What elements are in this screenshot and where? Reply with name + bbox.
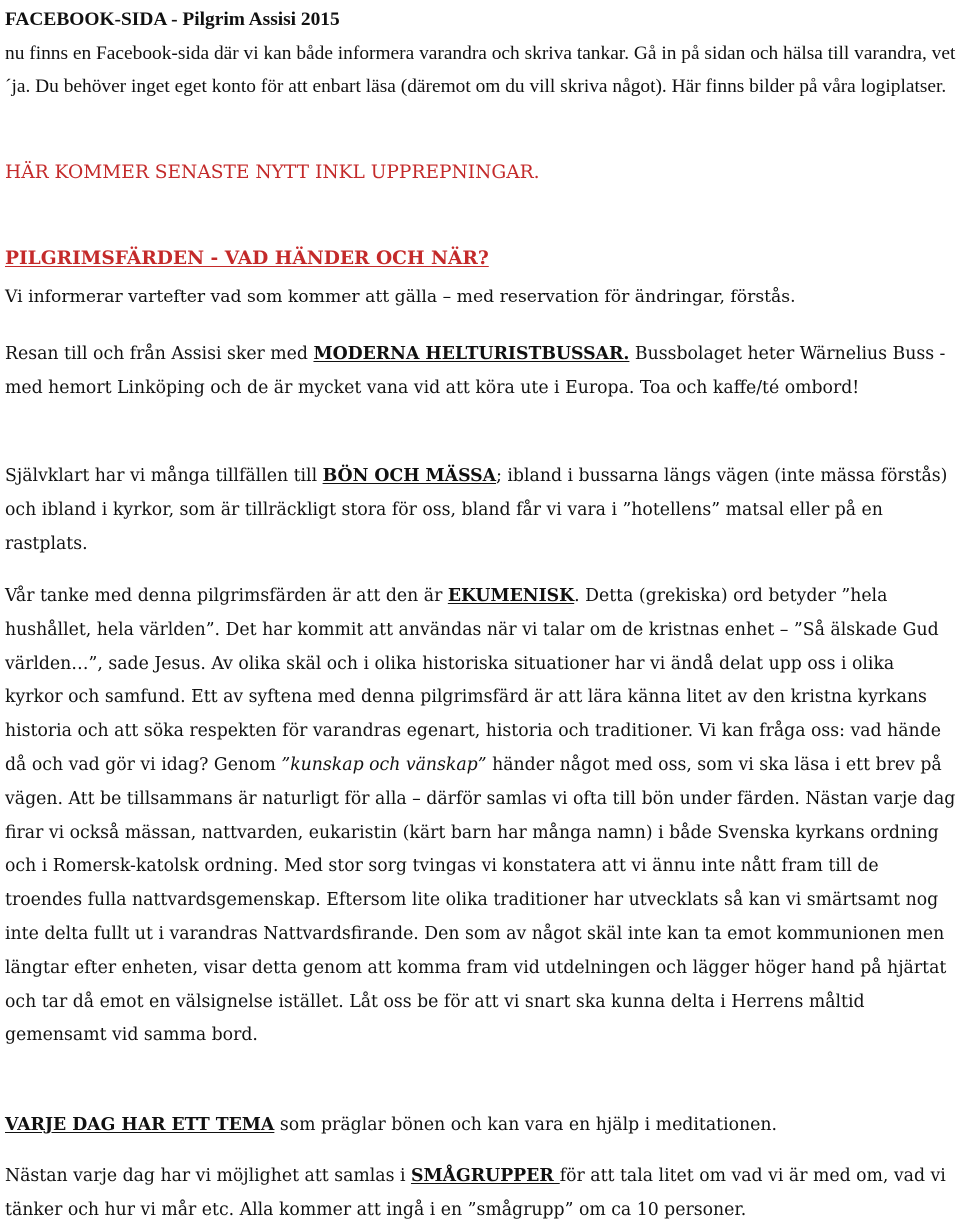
facebook-heading: FACEBOOK-SIDA - Pilgrim Assisi 2015	[5, 9, 340, 30]
facebook-text: nu finns en Facebook-sida där vi kan både informera varandra och skriva tankar. Gå in på sidan och hälsa till varandra, vet´ja. Du behöver inget eget konto för att enbart läsa (däremot om du vill skriva något). Här finns bilder på våra logiplatser.	[5, 42, 956, 98]
section-intro: Vi informerar vartefter vad som kommer att gälla – med reservation för ändringar, förstås.	[5, 287, 796, 307]
small-groups-text-start: Nästan varje dag har vi möjlighet att samlas i	[5, 1166, 411, 1186]
facebook-paragraph	[5, 3, 957, 104]
bus-highlight: MODERNA HELTURISTBUSSAR.	[313, 344, 630, 364]
prayer-paragraph	[5, 460, 957, 561]
ecumenical-paragraph	[5, 580, 957, 1053]
section-title: PILGRIMSFÄRDEN - VAD HÄNDER OCH NÄR?	[5, 248, 489, 269]
prayer-highlight: BÖN OCH MÄSSA	[322, 466, 497, 486]
theme-paragraph	[5, 1109, 957, 1143]
small-groups-text-end: för att tala litet om vad vi är med om, vad vi tänker och hur vi mår etc. Alla kommer att ingå i en ”smågrupp” om ca 10 personer.	[5, 1166, 946, 1220]
prayer-text-end: ; ibland i bussarna längs vägen (inte mässa förstås) och ibland i kyrkor, som är tillräckligt stora för oss, bland får vi vara i ”hotellens” matsal eller på en rastplats.	[5, 466, 948, 554]
theme-highlight: VARJE DAG HAR ETT TEMA	[5, 1115, 275, 1135]
ecumenical-text-middle: . Detta (grekiska) ord betyder ”hela hushållet, hela världen”. Det har kommit att användas när vi talar om de kristnas enhet – ”Så älskade Gud världen…”, sade Jesus. Av olika skäl och i olika historiska situationer har vi ändå delat upp oss i olika kyrkor och samfund. Ett av syftena med denna pilgrimsfärd är att lära känna litet av den kristna kyrkans historia och att söka respekten för varandras egenart, historia och traditioner. Vi kan fråga oss: vad hände då och vad gör vi idag? Genom	[5, 586, 941, 775]
ecumenical-highlight: EKUMENISK	[447, 586, 575, 606]
small-groups-highlight: SMÅGRUPPER	[410, 1166, 560, 1186]
ecumenical-text-end: händer något med oss, som vi ska läsa i ett brev på vägen. Att be tillsammans är naturligt för alla – därför samlas vi ofta till bön under färden. Nästan varje dag firar vi också mässan, nattvarden, eukaristin (kärt barn har många namn) i både Svenska kyrkans ordning och i Romersk-katolsk ordning. Med stor sorg tvingas vi konstatera att vi ännu inte nått fram till de troendes fulla nattvardsgemenskap. Eftersom lite olika traditioner har utvecklats så kan vi smärtsamt nog inte delta fullt ut i varandras Nattvardsfirande. Den som av något skäl inte kan ta emot kommunionen men längtar efter enheten, visar detta genom att komma fram vid utdelningen och lägger höger hand på hjärtat och tar då emot en välsignelse istället. Låt oss be för att vi snart ska kunna delta i Herrens måltid gemensamt vid samma bord.	[5, 754, 956, 1046]
bus-paragraph	[5, 338, 957, 406]
prayer-text-start: Självklart har vi många tillfällen till	[5, 466, 323, 486]
ecumenical-text-start: Vår tanke med denna pilgrimsfärden är att den är	[5, 586, 448, 606]
latest-news-heading: HÄR KOMMER SENASTE NYTT INKL UPPREPNINGAR.	[5, 162, 540, 183]
ecumenical-italic: ”kunskap och vänskap”	[281, 754, 487, 775]
bus-text-start: Resan till och från Assisi sker med	[5, 344, 314, 364]
small-groups-paragraph	[5, 1160, 957, 1228]
theme-text: som präglar bönen och kan vara en hjälp i meditationen.	[274, 1115, 777, 1135]
bus-text-end: Bussbolaget heter Wärnelius Buss - med hemort Linköping och de är mycket vana vid att köra ute i Europa. Toa och kaffe/té ombord!	[5, 344, 946, 398]
